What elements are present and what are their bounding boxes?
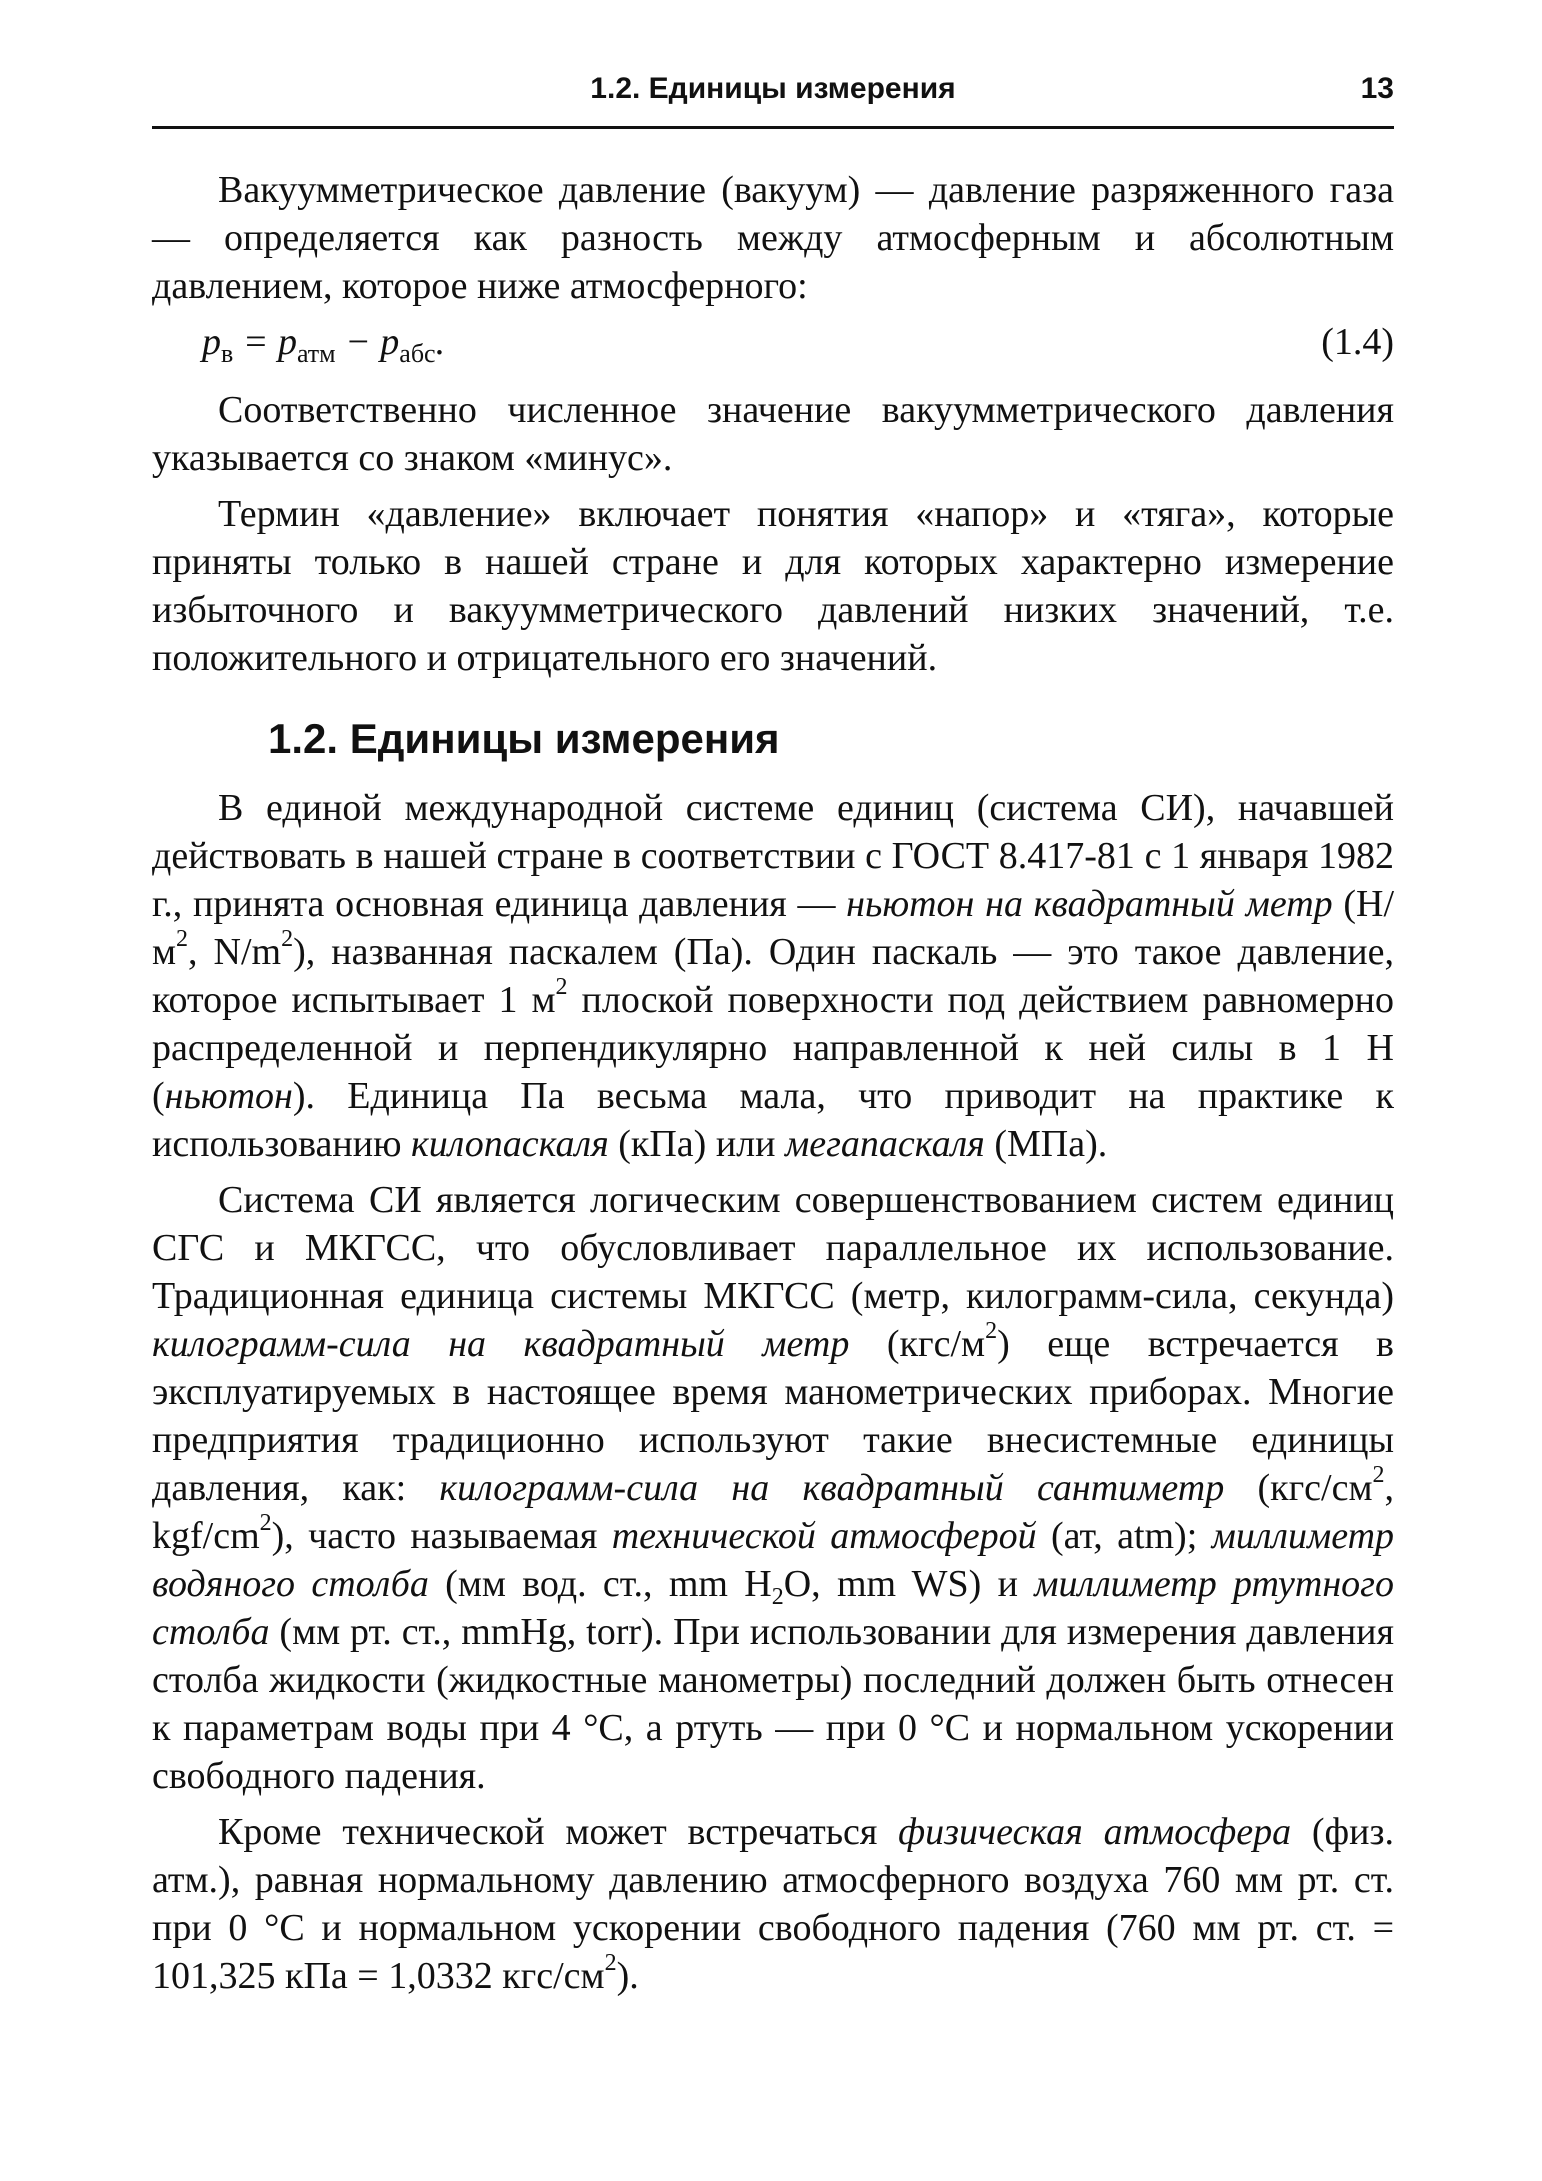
formula-1-4	[152, 316, 1394, 380]
italic-term: килопаскаля	[411, 1123, 609, 1165]
italic-term: технической атмосферой	[611, 1515, 1037, 1557]
text-run: (ат, atm);	[1036, 1515, 1212, 1557]
text-run: ), названная паскалем (Па). Один паскаль — это такое давление, которое испытывает 1 м	[152, 931, 1394, 1021]
paragraph-si-units	[152, 784, 1394, 1168]
paragraph-vacuum-definition: Вакуумметрическое давление (вакуум) — давление разряженного газа — определяется как разность между атмосферным и абсолютным давлением, которое ниже атмосферного:	[152, 169, 1394, 307]
superscript: 2	[281, 926, 294, 952]
formula-number: (1.4)	[1321, 321, 1394, 363]
formula-sub-atm: атм	[296, 339, 336, 368]
formula-minus: −	[335, 321, 381, 363]
text-run: (кПа) или	[608, 1123, 785, 1165]
subscript: 2	[771, 1584, 784, 1610]
formula-p-abs: p	[380, 321, 400, 363]
superscript: 2	[985, 1318, 998, 1344]
paragraph-si-mkgss	[152, 1176, 1394, 1800]
formula-p-v: p	[202, 321, 221, 363]
formula-expression	[202, 320, 446, 368]
formula-equals: =	[233, 321, 278, 363]
running-header	[152, 70, 1394, 130]
formula-p-atm: p	[277, 321, 297, 363]
text-run: плоской поверхности под действием равномерно распределенной и перпендикулярно направленной к ней силы в 1 Н (	[152, 979, 1394, 1117]
section-heading: 1.2. Единицы измерения	[268, 715, 780, 762]
page-number: 13	[1360, 72, 1394, 105]
superscript: 2	[555, 974, 568, 1000]
superscript: 2	[604, 1950, 617, 1976]
italic-term: килограмм-сила на квадратный метр	[152, 1323, 850, 1365]
text-run: В единой международной системе единиц (система СИ), начавшей действовать в нашей стране в соответствии с ГОСТ 8.417-81 с 1 января 1982 г., принята основная единица давления —	[152, 787, 1394, 925]
formula-sub-abs: абс	[399, 339, 436, 368]
text-run: (МПа).	[984, 1123, 1108, 1165]
header-rule	[152, 126, 1394, 129]
superscript: 2	[176, 926, 189, 952]
formula-end: .	[435, 321, 446, 363]
text-run: Кроме технической может встречаться	[218, 1811, 899, 1853]
formula-sub-v: в	[221, 339, 234, 368]
text-run: ). Единица Па весьма мала, что приводит на практике к использованию	[152, 1075, 1394, 1165]
text-run: (кгс/см	[1224, 1467, 1373, 1509]
text-run: (Н/м	[152, 883, 1395, 973]
text-run: (кгс/м	[849, 1323, 986, 1365]
text-run: (мм рт. ст., mmHg, torr). При использовании для измерения давления столба жидкости (жидкостные манометры) последний должен быть отнесен к параметрам воды при 4 °С, а ртуть — при 0 °С и нормальном ускорении свободного падения.	[152, 1611, 1394, 1797]
paragraph-physical-atmosphere	[152, 1808, 1394, 2000]
text-run: , kgf/cm	[152, 1467, 1394, 1557]
text-run: Система СИ является логическим совершенствованием систем единиц СГС и МКГСС, что обусловливает параллельное их использование. Традиционная единица системы МКГСС (метр, килограмм-сила, секунда)	[152, 1179, 1394, 1317]
text-run: ), часто называемая	[271, 1515, 612, 1557]
paragraph-minus-sign: Соответственно численное значение вакуумметрического давления указывается со знаком «минус».	[152, 389, 1394, 479]
italic-term: физическая атмосфера	[898, 1811, 1292, 1853]
text-run: (мм вод. ст., mm H	[428, 1563, 772, 1605]
superscript: 2	[259, 1510, 272, 1536]
italic-term: миллиметр водяного столба	[152, 1515, 1395, 1605]
italic-term: мегапаскаля	[784, 1123, 985, 1165]
italic-term: ньютон на квадратный метр	[846, 883, 1333, 925]
text-run: O, mm WS) и	[783, 1563, 1035, 1605]
page-body	[152, 166, 1394, 2000]
italic-term: ньютон	[164, 1075, 293, 1117]
superscript: 2	[1372, 1462, 1385, 1488]
text-run: ).	[616, 1955, 639, 1997]
italic-term: миллиметр ртутного столба	[152, 1563, 1394, 1653]
italic-term: килограмм-сила на квадратный сантиметр	[439, 1467, 1225, 1509]
running-title: 1.2. Единицы измерения	[590, 72, 956, 105]
text-run: , N/m	[188, 931, 282, 973]
text-run: ) еще встречается в эксплуатируемых в настоящее время манометрических приборах. Многие предприятия традиционно используют такие внесистемные единицы давления, как:	[152, 1323, 1394, 1509]
text-run: (физ. атм.), равная нормальному давлению атмосферного воздуха 760 мм рт. ст. при 0 °С и нормальном ускорении свободного падения (760 мм рт. ст. = 101,325 кПа = 1,0332 кгс/см	[152, 1811, 1394, 1997]
paragraph-pressure-term: Термин «давление» включает понятия «напор» и «тяга», которые приняты только в нашей стране и для которых характерно измерение избыточного и вакуумметрического давлений низких значений, т.е. положительного и отрицательного его значений.	[152, 493, 1394, 679]
